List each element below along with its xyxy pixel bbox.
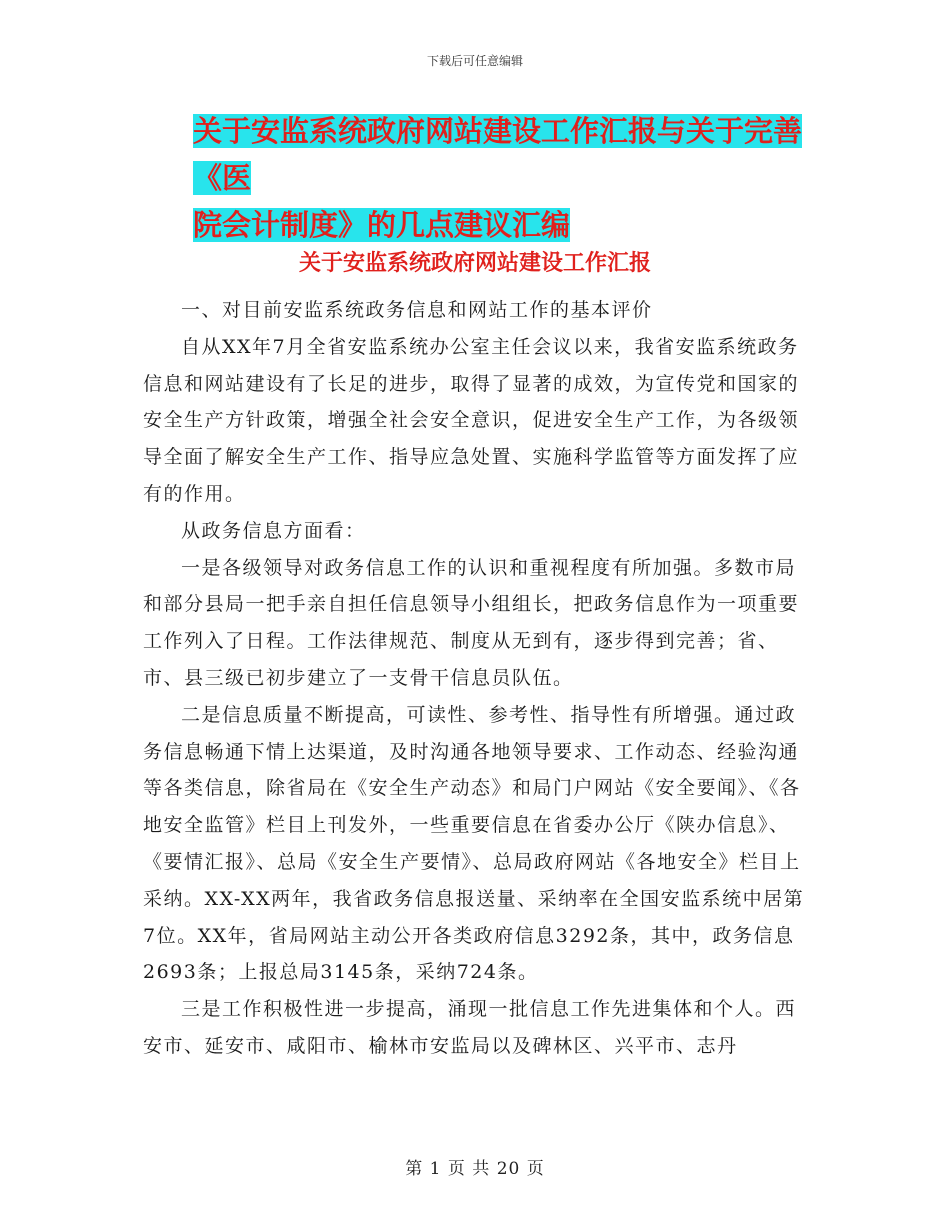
paragraph: 一是各级领导对政务信息工作的认识和重视程度有所加强。多数市局和部分县局一把手亲自担任信息领导小组组长，把政务信息作为一项重要工作列入了日程。工作法律规范、制度从无到有，逐步得到完善；省、市、县三级已初步建立了一支骨干信息员队伍。 [143, 556, 800, 689]
document-title [143, 108, 823, 249]
header-note: 下载后可任意编辑 [426, 54, 523, 68]
paragraph: 三是工作积极性进一步提高，涌现一批信息工作先进集体和个人。西安市、延安市、咸阳市、榆林市安监局以及碑林区、兴平市、志丹 [143, 998, 797, 1057]
document-body [143, 292, 808, 1065]
title-line-2: 院会计制度》的几点建议汇编 [193, 208, 571, 242]
section-title: 关于安监系统政府网站建设工作汇报 [298, 251, 651, 276]
paragraph-heading-1: 一、对目前安监系统政务信息和网站工作的基本评价 [181, 299, 653, 321]
paragraph: 二是信息质量不断提高，可读性、参考性、指导性有所增强。通过政务信息畅通下情上达渠道，及时沟通各地领导要求、工作动态、经验沟通等各类信息，除省局在《安全生产动态》和局门户网站《安全要闻》、《各地安全监管》栏目上刊发外，一些重要信息在省委办公厅《陕办信息》、《要情汇报》、总局《安全生产要情》、总局政府网站《各地安全》栏目上采纳。XX-XX两年，我省政务信息报送量、采纳率在全国安监系统中居第7位。XX年，省局网站主动公开各类政府信息3292条，其中，政务信息2693条；上报总局3145条，采纳724条。 [143, 703, 805, 984]
title-line-1: 关于安监系统政府网站建设工作汇报与关于完善《医 [193, 114, 803, 195]
paragraph-subheading: 从政务信息方面看： [181, 519, 366, 542]
paragraph: 自从XX年7月全省安监系统办公室主任会议以来，我省安监系统政务信息和网站建设有了长足的进步，取得了显著的成效，为宣传党和国家的安全生产方针政策，增强全社会安全意识，促进安全生产工作，为各级领导全面了解安全生产工作、指导应急处置、实施科学监管等方面发挥了应有的作用。 [143, 335, 800, 505]
page-footer: 第 1 页 共 20 页 [405, 1159, 545, 1179]
